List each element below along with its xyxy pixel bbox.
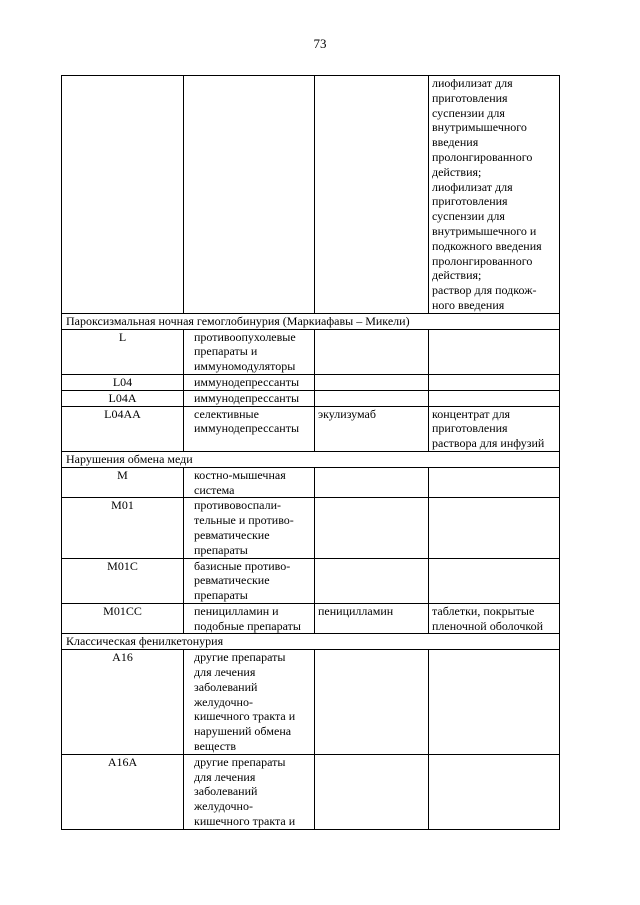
table-row [62, 498, 560, 558]
code-cell: L [62, 329, 184, 374]
form-cell [429, 467, 560, 498]
drug-cell [315, 650, 429, 755]
group-cell: противовоспали- тельные и противо- ревматические препараты [184, 498, 315, 558]
drug-cell [315, 558, 429, 603]
table-row [62, 329, 560, 374]
group-cell: противоопухолевые препараты и иммуномодуляторы [184, 329, 315, 374]
form-cell: лиофилизат для приготовления суспензии для внутримышечного введения пролонгированного действия; лиофилизат для приготовления суспензии для внутримышечного и подкожного введения пролонгированного действия; раствор для подкож- ного введения [429, 76, 560, 314]
form-cell [429, 754, 560, 829]
table-row [62, 374, 560, 390]
drug-cell [315, 329, 429, 374]
form-cell: таблетки, покрытые пленочной оболочкой [429, 603, 560, 634]
group-cell: селективные иммунодепрессанты [184, 406, 315, 451]
group-cell: иммунодепрессанты [184, 374, 315, 390]
drug-table [61, 75, 560, 830]
drug-cell [315, 498, 429, 558]
form-cell [429, 498, 560, 558]
form-cell [429, 374, 560, 390]
form-cell [429, 329, 560, 374]
code-cell: L04AA [62, 406, 184, 451]
table-row [62, 603, 560, 634]
table-row [62, 76, 560, 314]
section-header-row [62, 634, 560, 650]
drug-cell [315, 754, 429, 829]
group-cell: костно-мышечная система [184, 467, 315, 498]
group-cell: иммунодепрессанты [184, 390, 315, 406]
group-cell: другие препараты для лечения заболеваний желудочно- кишечного тракта и нарушений обмена веществ [184, 650, 315, 755]
page-number: 73 [313, 36, 327, 51]
group-cell [184, 76, 315, 314]
code-cell: A16 [62, 650, 184, 755]
code-cell: L04 [62, 374, 184, 390]
drug-cell: пеницилламин [315, 603, 429, 634]
form-cell [429, 558, 560, 603]
code-cell: L04A [62, 390, 184, 406]
group-cell: другие препараты для лечения заболеваний желудочно- кишечного тракта и [184, 754, 315, 829]
table-row [62, 390, 560, 406]
code-cell: M [62, 467, 184, 498]
section-header-row [62, 313, 560, 329]
section-title: Нарушения обмена меди [62, 451, 560, 467]
section-title: Пароксизмальная ночная гемоглобинурия (Маркиафавы – Микели) [62, 313, 560, 329]
code-cell: M01CC [62, 603, 184, 634]
code-cell: M01 [62, 498, 184, 558]
table-row [62, 406, 560, 451]
form-cell [429, 390, 560, 406]
table-row [62, 754, 560, 829]
code-cell: M01C [62, 558, 184, 603]
group-cell: пеницилламин и подобные препараты [184, 603, 315, 634]
section-title: Классическая фенилкетонурия [62, 634, 560, 650]
drug-cell: экулизумаб [315, 406, 429, 451]
table-row [62, 558, 560, 603]
drug-cell [315, 76, 429, 314]
form-cell: концентрат для приготовления раствора для инфузий [429, 406, 560, 451]
group-cell: базисные противо- ревматические препараты [184, 558, 315, 603]
code-cell [62, 76, 184, 314]
form-cell [429, 650, 560, 755]
table-row [62, 467, 560, 498]
drug-cell [315, 467, 429, 498]
drug-cell [315, 390, 429, 406]
section-header-row [62, 451, 560, 467]
drug-cell [315, 374, 429, 390]
code-cell: A16A [62, 754, 184, 829]
table-row [62, 650, 560, 755]
